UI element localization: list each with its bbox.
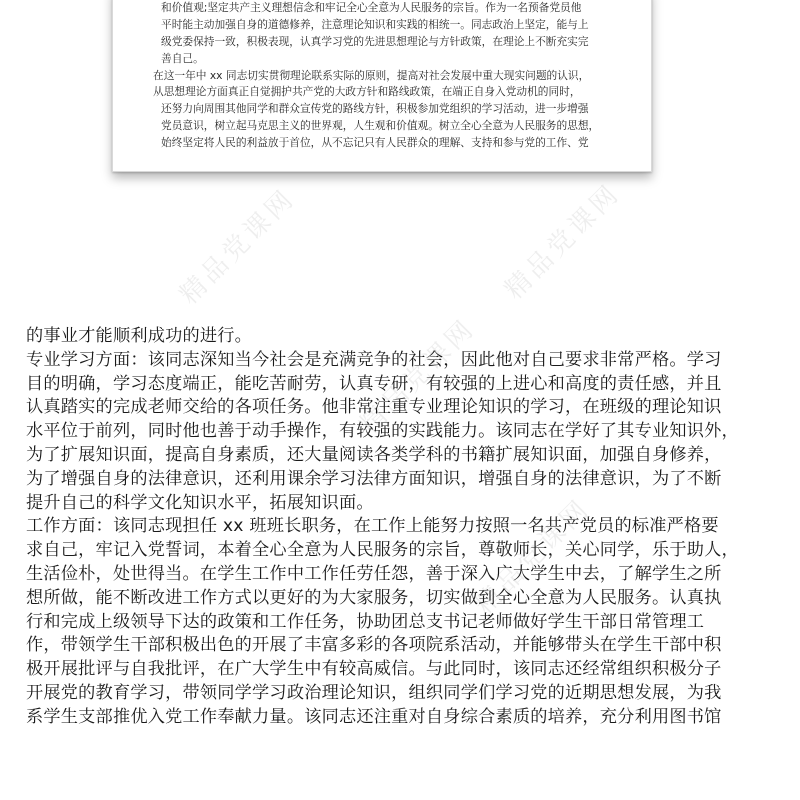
- document-body: [26, 325, 786, 730]
- page-preview-thumbnail: [112, 0, 652, 172]
- watermark: 精品党课网: [354, 313, 482, 441]
- thumbnail-text: [113, 0, 651, 152]
- thumbnail-line: 级党委保持一致，积极表现，认真学习党的先进思想理论与方针政策，在理论上不断充实完: [161, 34, 589, 48]
- body-line: 提升自己的科学文化知识水平，拓展知识面。: [26, 492, 374, 513]
- thumbnail-line: 从思想理论方面真正自觉拥护共产党的大政方针和路线政策，在端正自身入党动机的同时，: [153, 85, 581, 99]
- body-line: 想所做，能不断改进工作方式以更好的为大家服务，切实做到全心全意为人民服务。认真执: [26, 587, 722, 608]
- body-line: 为了扩展知识面，提高自身素质，还大量阅读各类学科的书籍扩展知识面，加强自身修养，: [26, 444, 722, 465]
- thumbnail-line: 在这一年中 xx 同志切实贯彻理论联系实际的原则，提高对社会发展中重大现实问题的认识，: [153, 68, 590, 82]
- body-line: 工作方面：该同志现担任 xx 班班长职务，在工作上能努力按照一名共产党员的标准严格要: [26, 516, 719, 537]
- body-line: 水平位于前列，同时他也善于动手操作，有较强的实践能力。该同志在学好了其专业知识外，: [26, 421, 739, 442]
- thumbnail-line: 还努力向周围其他同学和群众宣传党的路线方针，积极参加党组织的学习活动，进一步增强: [161, 102, 589, 116]
- body-line: 作，带领学生干部积极出色的开展了丰富多彩的各项院系活动，并能够带头在学生干部中积: [26, 635, 722, 656]
- body-line: 为了增强自身的法律意识，还利用课余学习法律方面知识，增强自身的法律意识，为了不断: [26, 468, 722, 489]
- body-line: 认真踏实的完成老师交给的各项任务。他非常注重专业理论知识的学习，在班级的理论知识: [26, 397, 722, 418]
- body-line: 行和完成上级领导下达的政策和工作任务，协助团总支书记老师做好学生干部日常管理工: [26, 611, 705, 632]
- thumbnail-line: 善自己。: [161, 51, 204, 65]
- body-line: 目的明确，学习态度端正，能吃苦耐劳，认真专研，有较强的上进心和高度的责任感，并且: [26, 373, 722, 394]
- thumbnail-line: 平时能主动加强自身的道德修养，注意理论知识和实践的相统一。同志政治上坚定，能与上: [161, 17, 589, 31]
- thumbnail-line: 和价值观;坚定共产主义理想信念和牢记全心全意为人民服务的宗旨。作为一名预备党员他: [161, 0, 582, 14]
- watermark: 精品党课网: [499, 178, 627, 306]
- thumbnail-line: 党员意识，树立起马克思主义的世界观，人生观和价值观。树立全心全意为人民服务的思想，: [161, 119, 600, 133]
- watermark: 精品党课网: [174, 183, 302, 311]
- body-line: 开展党的教育学习，带领同学学习政治理论知识，组织同学们学习党的近期思想发展，为我: [26, 682, 722, 703]
- body-line: 系学生支部推优入党工作奉献力量。该同志还注重对自身综合素质的培养，充分利用图书馆: [26, 706, 722, 727]
- body-line: 极开展批评与自我批评，在广大学生中有较高威信。与此同时，该同志还经常组织积极分子: [26, 659, 722, 680]
- body-line: 求自己，牢记入党誓词，本着全心全意为人民服务的宗旨，尊敬师长，关心同学，乐于助人，: [26, 540, 739, 561]
- watermark: 精品党课网: [469, 493, 597, 621]
- thumbnail-line: 始终坚定将人民的利益放于首位，从不忘记只有人民群众的理解、支持和参与党的工作、党: [161, 136, 589, 150]
- body-line: 专业学习方面：该同志深知当今社会是充满竞争的社会，因此他对自己要求非常严格。学习: [26, 349, 722, 370]
- body-line: 的事业才能顺利成功的进行。: [26, 326, 253, 346]
- body-line: 生活俭朴，处世得当。在学生工作中工作任劳任怨，善于深入广大学生中去，了解学生之所: [26, 563, 722, 584]
